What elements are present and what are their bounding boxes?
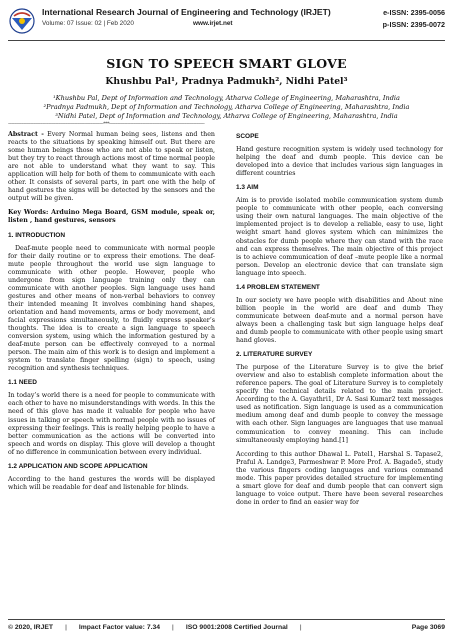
keywords-text: Arduino Mega Board, GSM module, speak or, listen , hand gestures, sensors (8, 209, 215, 225)
journal-title: International Research Journal of Engineering and Technology (IRJET) (42, 7, 331, 17)
heading-introduction: 1. INTRODUCTION (8, 231, 66, 239)
need-text: In today’s world there is a need for people to communicate with each other to have no misunderstandings with words. In this the need of this glove has made it valuable for people who have issues in talking or speech with normal people with no issues of expressing their feelings. This is really helping people to have a better communication as the actions will be converted into speech and words on display. This glove will develop a thought of no difference in communication between every individual. (8, 392, 215, 456)
header-rule (8, 40, 445, 41)
irjet-logo (8, 8, 36, 34)
keywords-label: Key Words: (8, 209, 49, 217)
eissn: e-ISSN: 2395-0056 (383, 8, 445, 17)
heading-aim: 1.3 AIM (236, 184, 259, 192)
left-column (8, 131, 215, 498)
separator-line: --------------------------------------------------------------------------------***-------------------------------------------------------------------------------- (8, 121, 205, 127)
affiliation-1: ¹Khushbu Pal, Dept of Information and Technology, Atharva College of Engineering, Maharashtra, India (53, 94, 400, 102)
affiliation-2: ²Pradnya Padmukh, Dept of Information and Technology, Atharva College of Engineering, Maharashtra, India (43, 103, 410, 112)
page-footer: © 2020, IRJET | Impact Factor value: 7.34 | ISO 9001:2008 Certified Journal | Page 3069 (8, 624, 445, 631)
survey-text-2: According to this author Dhawal L. Patel1, Harshal S. Tapase2, Praful A. Landge3, Parmeshwar P. More Prof. A. Bagade5, study the various fingers coding languages and various command mode. This paper provides detailed structure for implementing a smart glove for deaf and dumb people that can convert sign language to voice output. There have been several researches done in order to find an easier way for (236, 450, 443, 506)
paper-authors: Khushbu Pal¹, Pradnya Padmukh², Nidhi Patel³ (105, 76, 348, 87)
footer-page: Page 3069 (411, 624, 445, 631)
journal-header (8, 6, 445, 38)
heading-scope: SCOPE (236, 133, 259, 140)
footer-copyright: © 2020, IRJET (8, 624, 54, 631)
heading-problem: 1.4 PROBLEM STATEMENT (236, 283, 320, 291)
problem-text: In our society we have people with disabilities and About nine billion people in the world are deaf and dumb They communicate between deaf-mute and a normal person have always been a challenging task but sign language helps deaf and dumb people to communicate with other people using smart hand gloves. (236, 296, 443, 345)
journal-url[interactable]: www.irjet.net (193, 20, 233, 27)
right-column (236, 131, 443, 513)
footer-iso: ISO 9001:2008 Certified Journal (185, 624, 288, 631)
pissn: p-ISSN: 2395-0072 (382, 20, 445, 29)
introduction-text: Deaf-mute people need to communicate with normal people for their daily routine or to express their emotions. The deaf-mute people throughout the world use sign language to communicate with other people. However, people who undergone from sign language training only they can communicate with another peoples. Sign language uses hand gestures and other means of non-verbal behaviors to convey their intended meaning It involves combining hand shapes, orientation and hand movements, arms or body movement, and facial expressions simultaneously, to fluidly express speaker’s thoughts. The idea is to create a sign language to speech conversion system, using which the information gestured by a deaf-mute person can be effectively conveyed to a normal person. The main aim of this work is to design and implement a system to translate finger spelling (sign) to speech, using recognition and synthesis techniques. (8, 244, 215, 373)
footer-impact: Impact Factor value: 7.34 (78, 624, 161, 631)
footer-rule (8, 619, 445, 620)
abstract (8, 131, 215, 203)
keywords (8, 209, 215, 225)
scope-text: Hand gesture recognition system is widely used technology for helping the deaf and dumb people. This device can be developed into a device that includes various sign languages in different countries (236, 146, 443, 178)
heading-need: 1.1 NEED (8, 379, 37, 387)
affiliation-3: ³Nidhi Patel, Dept of Information and Technology, Atharva College of Engineering, Maharashtra, India (55, 112, 398, 121)
affiliations (0, 94, 453, 122)
heading-literature-survey: 2. LITERATURE SURVEY (236, 351, 313, 359)
paper-title: SIGN TO SPEECH SMART GLOVE (106, 56, 347, 71)
abstract-label: Abstract - (8, 131, 44, 138)
journal-volume: Volume: 07 Issue: 02 | Feb 2020 (42, 20, 134, 27)
heading-application: 1.2 APPLICATION AND SCOPE APPLICATION (8, 462, 148, 470)
survey-text: The purpose of the Literature Survey is to give the brief overview and also to establish complete information about the reference papers. The goal of Literature Survey is to completely specify the technical details related to the main project. According to the A. Gayathri1, Dr A. Sasi Kumar2 text messages used as notification. Sign language is used as a communication medium among deaf and dumb people to convey the message with each other. Sign languages are languages that use manual communication to convey meaning. This can include simultaneously employing hand.[1] (236, 364, 443, 444)
abstract-text: Every Normal human being sees, listens and then reacts to the situations by speaking himself out. But there are some human beings those who are not able to speak or listen, but they try to react through actions most of time normal people are not able to understand what they want to say. This application will help for both of them to communicate with each other. It consists of several parts, in part one with the help of hand gestures the signs will be detected by the sensors and the output will be given. (8, 131, 215, 203)
application-text: According to the hand gestures the words will be displayed which will be readable for deaf and listenable for blinds. (8, 475, 215, 491)
aim-text: Aim is to provide isolated mobile communication system dumb people to communicate with other people, each conversing using their own natural languages. The main objective of the implemented project is to develop a reliable, easy to use, light weight smart hand gloves system which can minimizes the obstacles for dumb people where they can stand with the race and can express themselves. The main objective of this project is to achieve communication of deaf –mute people like a normal person. Develop an electronic device that can translate sign language into speech. (236, 197, 443, 277)
